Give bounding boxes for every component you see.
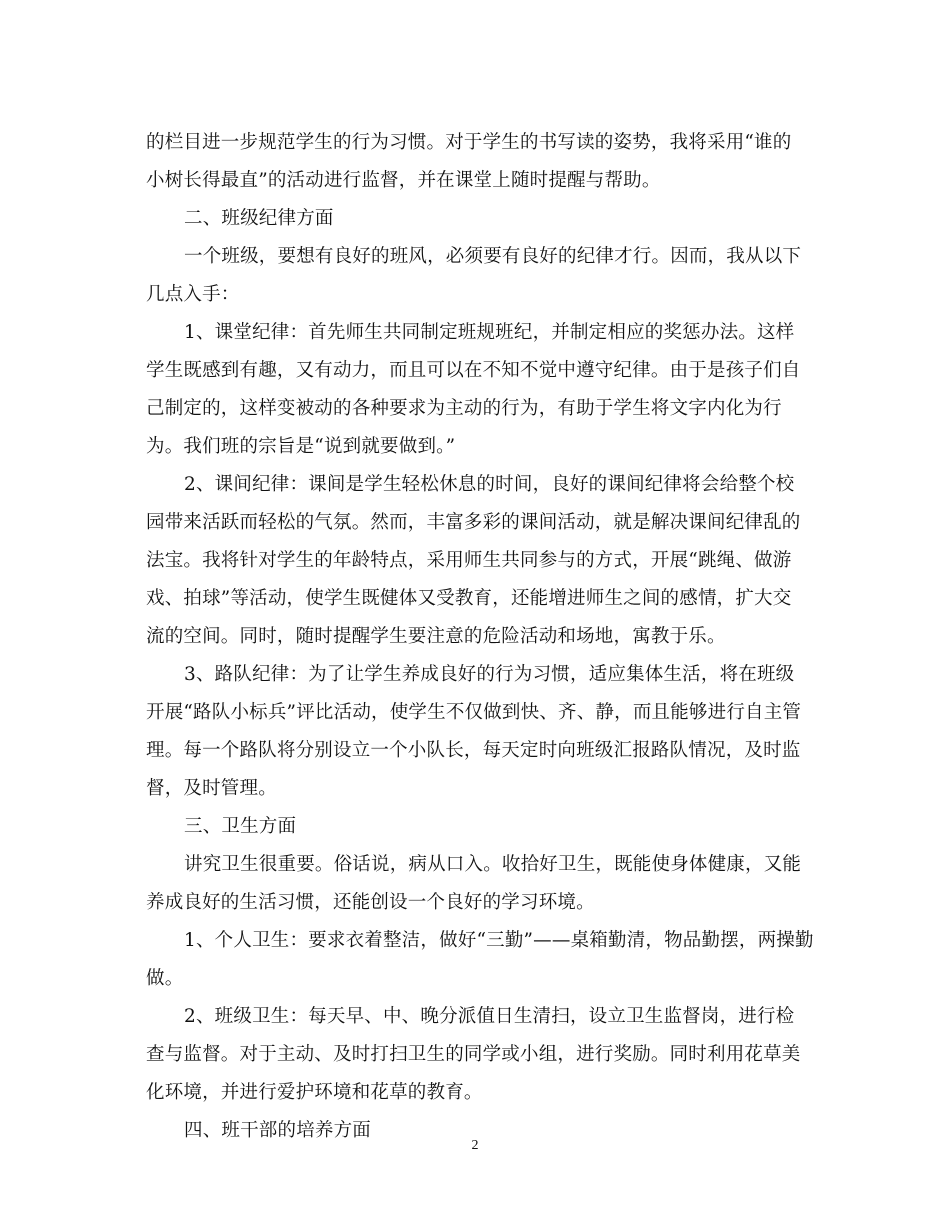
text-line: 小树长得最直”的活动进行监督，并在课堂上随时提醒与帮助。 bbox=[146, 170, 661, 191]
text-line: 流的空间。同时，随时提醒学生要注意的危险活动和场地，寓教于乐。 bbox=[146, 626, 726, 647]
text-line: 园带来活跃而轻松的气氛。然而，丰富多彩的课间活动，就是解决课间纪律乱的 bbox=[146, 512, 801, 533]
text-line: 养成良好的生活习惯，还能创设一个良好的学习环境。 bbox=[146, 892, 595, 913]
text-line: 做。 bbox=[146, 968, 184, 989]
text-line: 开展“路队小标兵”评比活动，使学生不仅做到快、齐、静，而且能够进行自主管 bbox=[146, 702, 802, 723]
text-line: 戏、拍球”等活动，使学生既健体又受教育，还能增进师生之间的感情，扩大交 bbox=[146, 588, 792, 609]
section-heading: 四、班干部的培养方面 bbox=[184, 1120, 372, 1141]
text-line: 督，及时管理。 bbox=[146, 778, 277, 799]
text-line: 理。每一个路队将分别设立一个小队长，每天定时向班级汇报路队情况，及时监 bbox=[146, 740, 801, 761]
section-heading: 三、卫生方面 bbox=[184, 816, 297, 837]
text-line: 讲究卫生很重要。俗话说，病从口入。收拾好卫生，既能使身体健康，又能 bbox=[184, 854, 802, 875]
section-heading: 二、班级纪律方面 bbox=[184, 208, 334, 229]
text-line: 查与监督。对于主动、及时打扫卫生的同学或小组，进行奖励。同时利用花草美 bbox=[146, 1044, 801, 1065]
text-line: 化环境，并进行爱护环境和花草的教育。 bbox=[146, 1082, 483, 1103]
text-line: 一个班级，要想有良好的班风，必须要有良好的纪律才行。因而，我从以下 bbox=[184, 246, 802, 267]
page-number: 2 bbox=[471, 1138, 479, 1153]
text-line: 2、班级卫生：每天早、中、晚分派值日生清扫，设立卫生监督岗，进行检 bbox=[184, 1006, 795, 1027]
text-line: 1、课堂纪律：首先师生共同制定班规班纪，并制定相应的奖惩办法。这样 bbox=[184, 322, 795, 343]
text-line: 的栏目进一步规范学生的行为习惯。对于学生的书写读的姿势，我将采用“谁的 bbox=[146, 132, 792, 153]
text-line: 1、个人卫生：要求衣着整洁，做好“三勤”——桌箱勤清，物品勤摆，两操勤 bbox=[184, 930, 814, 951]
text-line: 几点入手： bbox=[146, 284, 240, 305]
text-line: 己制定的，这样变被动的各种要求为主动的行为，有助于学生将文字内化为行 bbox=[146, 398, 782, 419]
text-line: 2、课间纪律：课间是学生轻松休息的时间，良好的课间纪律将会给整个校 bbox=[184, 474, 795, 495]
text-line: 3、路队纪律：为了让学生养成良好的行为习惯，适应集体生活，将在班级 bbox=[184, 664, 795, 685]
text-line: 学生既感到有趣，又有动力，而且可以在不知不觉中遵守纪律。由于是孩子们自 bbox=[146, 360, 801, 381]
text-line: 为。我们班的宗旨是“说到就要做到。” bbox=[146, 436, 456, 457]
text-line: 法宝。我将针对学生的年龄特点，采用师生共同参与的方式，开展“跳绳、做游 bbox=[146, 550, 792, 571]
